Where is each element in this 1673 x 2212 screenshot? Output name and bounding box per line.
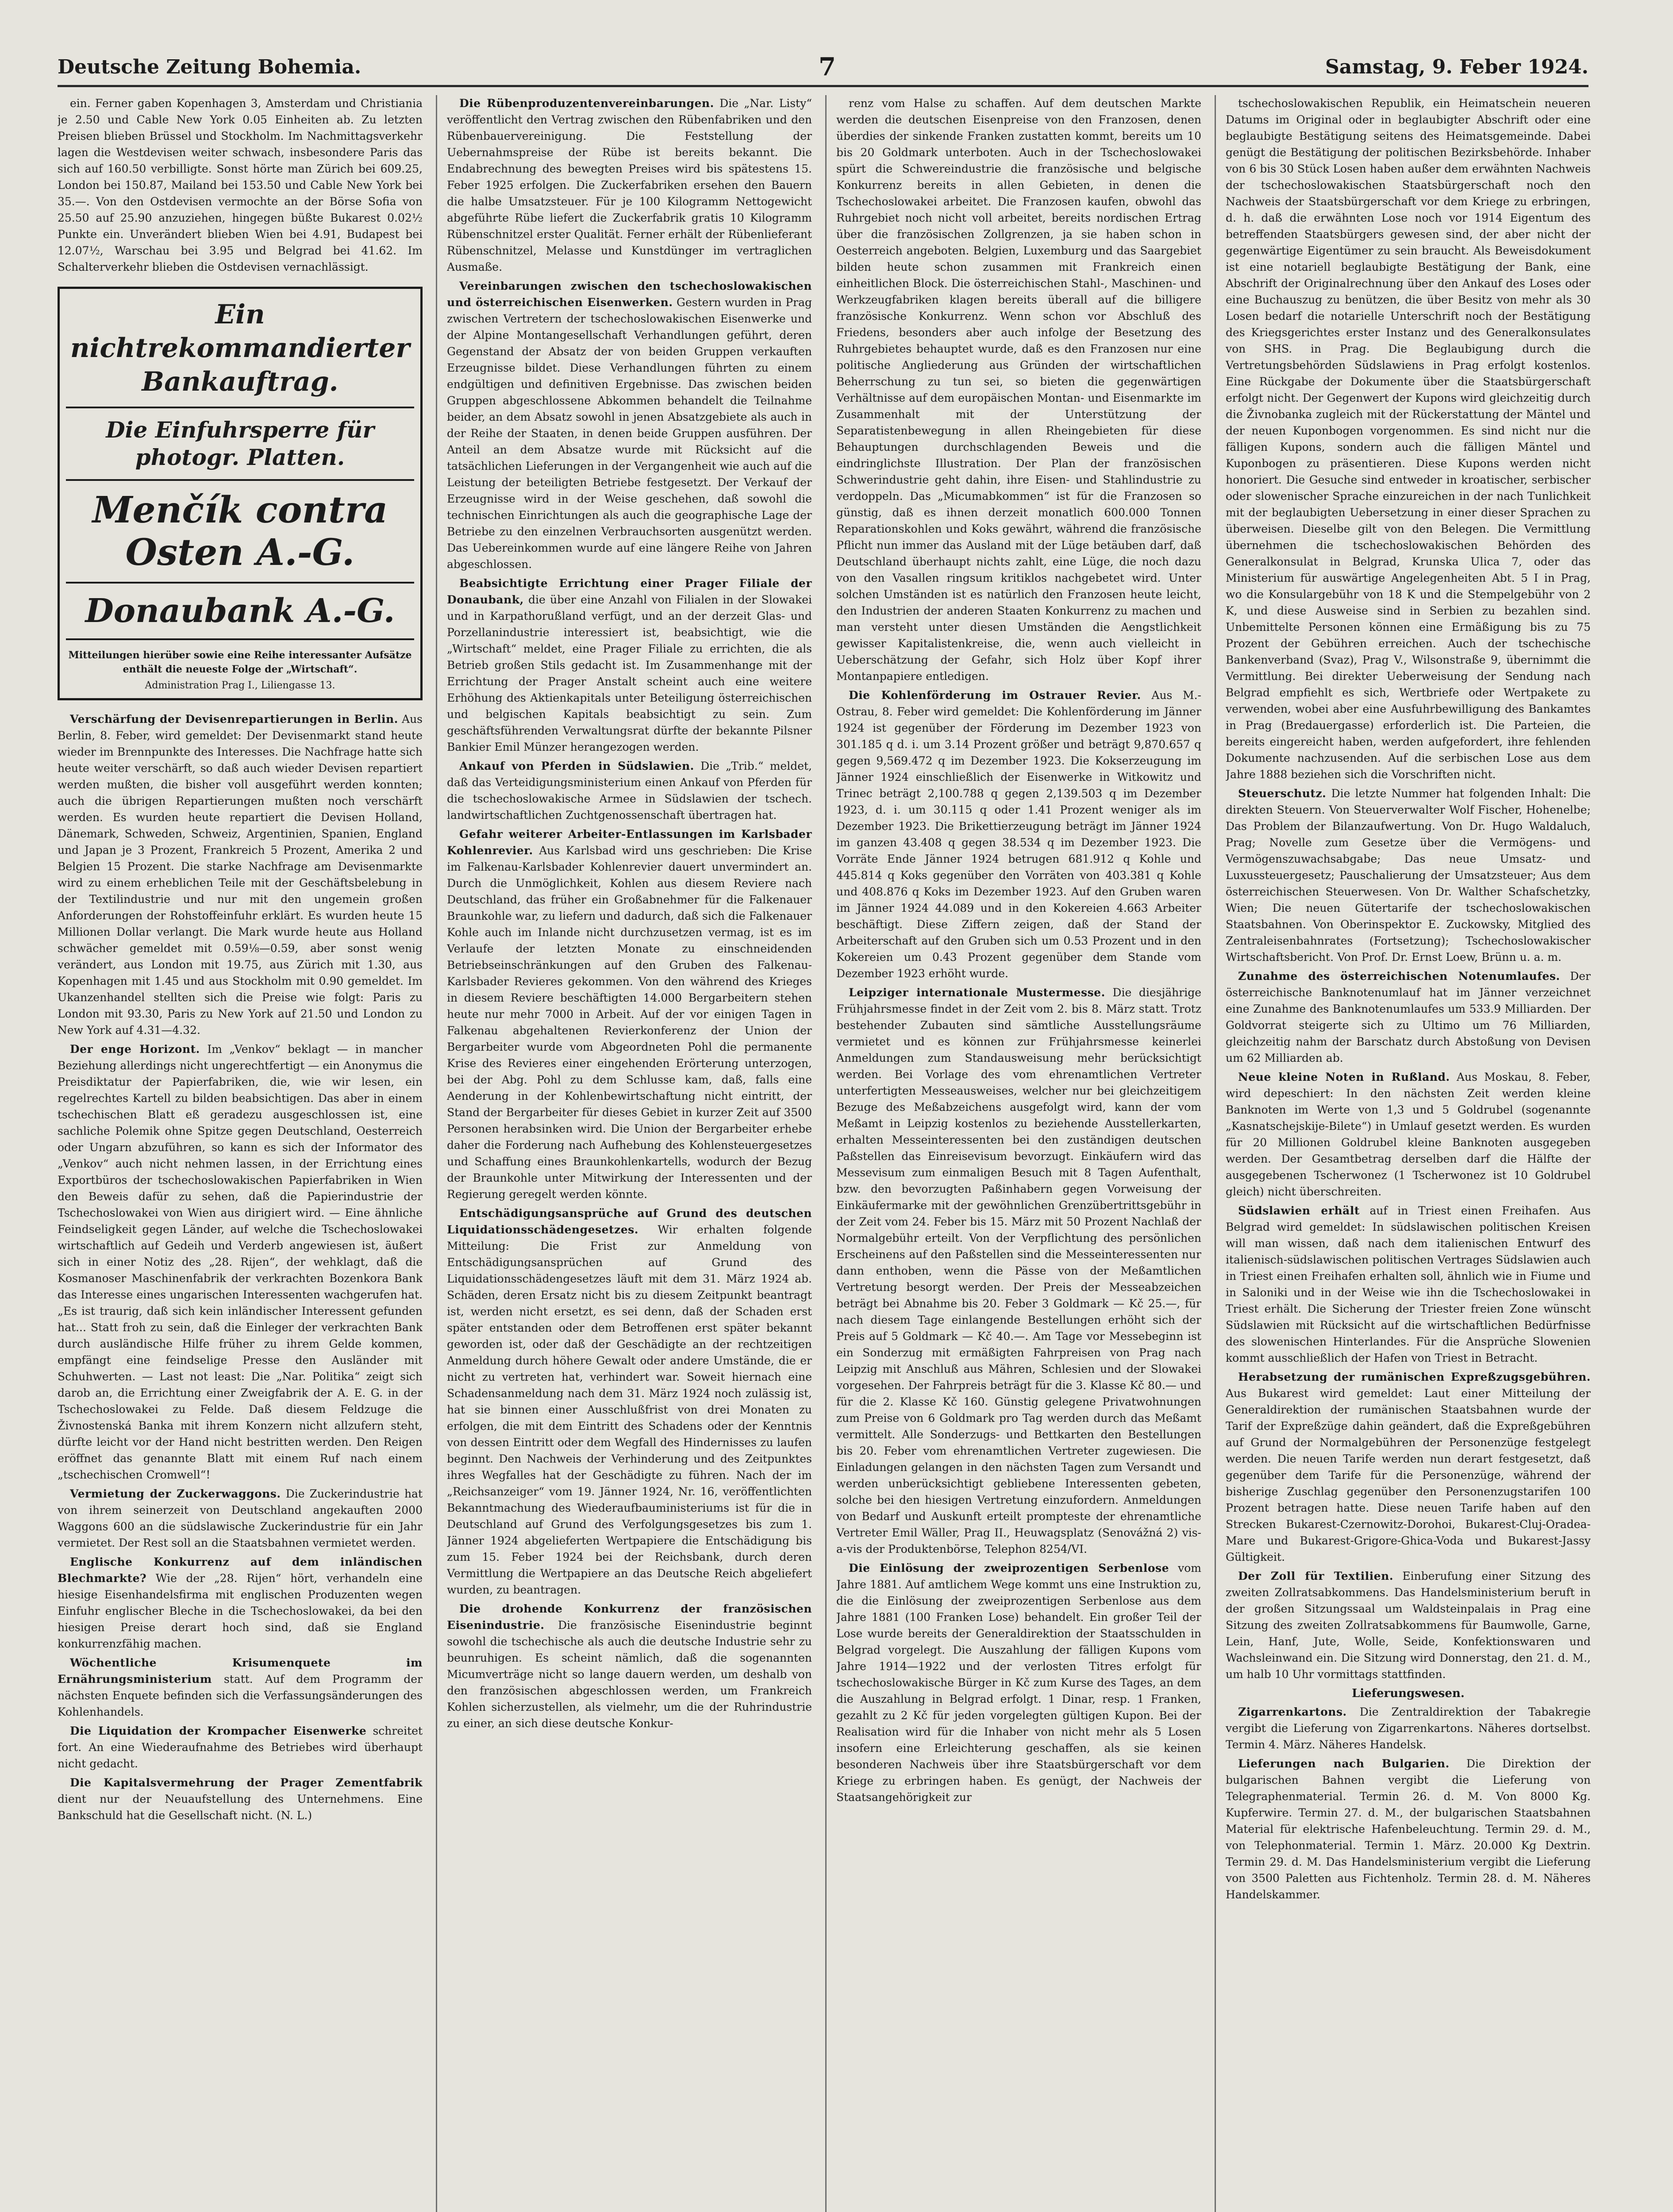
article-text: Die Direktion der bulgarischen Bahnen vergibt die Lieferung von Telegraphenmaterial. Termin 26. d. M. Von 8000 Kg. Kupferwire. Termin 27. d. M., der bulgarischen Staatsbahnen Material für elektrische Hafenbeleuchtung. Termin 29. d. M., von Telephonmaterial. Termin 1. März. 20.000 Kg Dextrin. Termin 29. d. M. Das Handelsministerium vergibt die Lieferung von 3500 Paletten aus Fichtenholz. Termin 28. d. M. Näheres Handelskammer. bbox=[1226, 1757, 1591, 1901]
article-paragraph bbox=[1226, 95, 1591, 783]
article-paragraph bbox=[836, 1560, 1201, 1805]
article-text: dient nur der Neuaufstellung des Unternehmens. Eine Bankschuld hat die Gesellschaft nicht. (N. L.) bbox=[58, 1793, 423, 1822]
article-text: Gestern wurden in Prag zwischen Vertretern der tschechoslowakischen Eisenwerke und der Alpine Montangesellschaft Verhandlungen geführt, deren Gegenstand der Absatz der von beiden Gruppen verkauften Erzeugnisse bildet. Diese Verhandlungen führten zu einem endgültigen und definitiven Ergebnisse. Das zwischen beiden Gruppen abgeschlossene Abkommen behandelt die Teilnahme beider, an dem Absatz sowohl in jenen Absatzgebiete als auch in der Reihe der Staaten, in denen beide Gruppen ausführen. Der Anteil an dem Absatze wurde mit Rücksicht auf die tatsächlichen Lieferungen in der Vergangenheit wie auch auf die Leistung der beteiligten Betriebe festgesetzt. Der Verkauf der Erzeugnisse wird in der Weise geschehen, daß sowohl die technischen Einrichtungen als auch die geographische Lage der Betriebe zu den einzelnen Verbrauchsorten ausgenützt werden. Das Uebereinkommen wurde auf eine längere Reihe von Jahren abgeschlossen. bbox=[447, 296, 812, 571]
article-headline: Englische Konkurrenz auf dem inländischen Blechmarkte? bbox=[58, 1555, 423, 1585]
ad-headline-1: Ein nichtrekommandierter Bankauftrag. bbox=[70, 299, 410, 397]
article-paragraph bbox=[836, 95, 1201, 684]
ad-headline-2: Die Einfuhrsperre für photogr. Platten. bbox=[106, 417, 374, 470]
page-number: 7 bbox=[819, 52, 836, 81]
column-divider bbox=[825, 95, 827, 2212]
article-text: schreitet fort. An eine Wiederaufnahme des Betriebes wird überhaupt nicht gedacht. bbox=[58, 1724, 423, 1770]
article-headline: Beabsichtigte Errichtung einer Prager Filiale der Donaubank, bbox=[447, 577, 812, 606]
ad-divider bbox=[66, 582, 414, 584]
article-text: Die Zuckerindustrie hat von ihrem seinerzeit von Deutschland angekauften 2000 Waggons 600 an die südslawische Zuckerindustrie für ein Jahr vermietet. Der Rest soll an die Staatsbahnen vermietet werden. bbox=[58, 1487, 423, 1549]
article-text: renz vom Halse zu schaffen. Auf dem deutschen Markte werden die deutschen Eisenpreise von den Franzosen, denen überdies der sinkende Franken zustatten kommt, bereits um 10 bis 20 Goldmark unterboten. Auch in der Tschechoslowakei spürt die Schwereindustrie die französische und belgische Konkurrenz bereits in allen Gebieten, in denen die Tschechoslowakei arbeitet. Die Franzosen kaufen, obwohl das Ruhrgebiet noch nicht voll arbeitet, bereits nordischen Ertrag über die französischen Zollgrenzen, ja sie haben schon in Oesterreich angeboten. Belgien, Luxemburg und das Saargebiet bilden heute schon zusammen mit Frankreich einen einheitlichen Block. Die österreichischen Stahl-, Maschinen- und Werkzeugfabriken klagen bereits überall auf die billigere französische Konkurrenz. Wenn schon vor Abschluß des Friedens, besonders aber auch infolge der Besetzung des Ruhrgebietes behauptet wurde, daß es den Franzosen nur eine politische Angliederung aus Gründen der wirtschaftlichen Beherrschung zu tun sei, so bieten die gegenwärtigen Verhältnisse auf dem europäischen Montan- und Eisenmarkte im Zusammenhalt mit der Unterstützung der Separatistenbewegung in allen Rheingebieten für diese Behauptungen durchschlagenden Beweis und die eindringlichste Illustration. Der Plan der französischen Schwerindustrie geht dahin, ihre Eisen- und Stahlindustrie zu verdoppeln. Das „Micumabkommen“ ist für die Franzosen so günstig, daß es ihnen derzeit monatlich 600.000 Tonnen Reparationskohlen und Koks gewährt, während die französische Pflicht nun immer das Ausland mit der Lüge betäuben darf, daß Deutschland überhaupt nichts zahlt, eine Lüge, die noch dazu von den Vasallen ringsum kritiklos nachgebetet wird. Unter solchen Umständen ist es natürlich den Franzosen heute leicht, den Industrien der anderen Staaten Konkurrenz zu machen und man versteht unter diesen Umständen die Aengstlichkeit gewisser Kapitalistenkreise, die, wenn auch vielleicht in Ueberschätzung der Gefahr, sich Holz über Kopf ihrer Montanpapiere entledigen. bbox=[836, 97, 1201, 683]
article-headline: Zigarrenkartons. bbox=[1238, 1705, 1347, 1718]
column-2 bbox=[447, 95, 812, 2212]
article-headline: Neue kleine Noten in Rußland. bbox=[1238, 1071, 1450, 1083]
article-text: Wie der „28. Rijen“ hört, verhandeln eine hiesige Eisenhandelsfirma mit englischen Produzenten wegen Einfuhr englischer Bleche in die Tschechoslowakei, da bei den hiesigen Preise derart hoch sind, daß sie England konkurrenzfähig machen. bbox=[58, 1572, 423, 1650]
article-headline: Die Einlösung der zweiprozentigen Serbenlose bbox=[849, 1562, 1169, 1575]
masthead-title: Deutsche Zeitung Bohemia. bbox=[58, 56, 362, 78]
article-paragraph bbox=[58, 1041, 423, 1483]
article-headline: Zunahme des österreichischen Notenumlaufes. bbox=[1238, 970, 1560, 983]
article-headline: Die Rübenproduzentenvereinbarungen. bbox=[459, 97, 714, 110]
article-headline: Gefahr weiterer Arbeiter-Entlassungen im Karlsbader Kohlenrevier. bbox=[447, 828, 812, 857]
article-headline: Steuerschutz. bbox=[1238, 787, 1327, 800]
article-text: Im „Venkov“ beklagt — in mancher Beziehung allerdings nicht ungerechtfertigt — ein Anonymus die Preisdiktatur der Papierfabriken, die, wie wir lesen, ein regelrechtes Kartell zu bilden beabsichtigen. Das aber in einem tschechischen Blatt eß geradezu ausgeschlossen ist, eine sachliche Polemik ohne Spitze gegen Deutschland, Oesterreich oder Ungarn abzuführen, so kann es sich der Informator des „Venkov“ auch nicht nehmen lassen, in der Errichtung eines Exportbüros der tschechoslowakischen Papierfabriken in Wien den Beweis dafür zu sehen, daß die Papierindustrie der Tschechoslowakei von Wien aus dirigiert wird. — Eine ähnliche Feindseligkeit gegen Länder, auf welche die Tschechoslowakei wirtschaftlich auf Gedeih und Verderb angewiesen ist, äußert sich in einer Notiz des „28. Rijen“, der wehklagt, daß die Kosmanoser Maschinenfabrik der verkrachten Bozenkora Bank das Interesse eines ungarischen Interessenten wachgerufen hat. „Es ist traurig, daß sich kein inländischer Interessent gefunden hat... Statt froh zu sein, daß die Einleger der verkrachten Bank durch ausländische Hilfe früher zu ihrem Gelde kommen, empfängt eine feindselige Presse den Ausländer mit Schuhwerten. — Last not least: Die „Nar. Politika“ zeigt sich darob an, die Errichtung einer Zweigfabrik der A. E. G. in der Tschechoslowakei zu Felde. Daß diesem Feldzuge die Živnostenská Banka mit ihrem Konzern nicht allzufern steht, dürfte leicht vor der Hand nicht bestritten werden. Den Reigen eröffnet das genannte Blatt mit einem Ruf nach einem „tschechischen Cromwell“! bbox=[58, 1043, 423, 1481]
article-text: vom Jahre 1881. Auf amtlichem Wege kommt uns eine Instruktion zu, die die Einlösung der zweiprozentigen Serbenlose aus dem Jahre 1881 (100 Franken Lose) behandelt. Ein großer Teil der Lose wurde bereits der Generaldirektion der Staatsschulden in Belgrad vorgelegt. Die Auszahlung der fälligen Kupons vom Jahre 1914—1922 und der verlosten Titres erfolgt für tschechoslowakische Bürger in Kč zum Kurse des Tages, an dem die Auszahlung in Belgrad erfolgt. 1 Dinar, resp. 1 Franken, gezahlt zu 2 Kč für jeden vorgelegten gültigen Kupon. Bei der Realisation wird für die Inhaber von nicht mehr als 5 Losen insofern eine Erleichterung geschaffen, als sie keinen besonderen Nachweis über ihre Staatsbürgerschaft vor dem Kriege zu erbringen haben. Es genügt, der Nachweis der Staatsangehörigkeit zur bbox=[836, 1562, 1201, 1804]
article-paragraph bbox=[447, 826, 812, 1202]
article-headline: Der enge Horizont. bbox=[70, 1043, 200, 1056]
ad-administration: Administration Prag I., Liliengasse 13. bbox=[145, 680, 335, 691]
article-paragraph bbox=[1226, 1755, 1591, 1903]
article-text: Aus Moskau, 8. Feber, wird depeschiert: In den nächsten Zeit werden kleine Banknoten im Werte von 1,3 und 5 Goldrubel (sogenannte „Kasnatschejskije-Bilete“) in Umlauf gesetzt werden. Es wurden für 20 Millionen Goldrubel kleine Banknoten ausgegeben werden. Der Gesamtbetrag derselben darf die Hälfte der ausgegebenen Tscherwonez (1 Tscherwonez ist 10 Goldrubel gleich) nicht überschreiten. bbox=[1226, 1071, 1591, 1198]
ad-headline-4: Donaubank A.-G. bbox=[85, 592, 395, 630]
column-divider bbox=[1215, 95, 1216, 2212]
article-text: Die französische Eisenindustrie beginnt sowohl die tschechische als auch die deutsche Industrie sehr zu beunruhigen. Es scheint nämlich, daß die sogenannten Micumverträge nicht so lange dauern werden, um deshalb von den französischen abgeschlossen werden, um Frankreich Kohlen sicherzustellen, als vielmehr, um die der Ruhrindustrie zu einer, an sich diese deutsche Konkur- bbox=[447, 1619, 812, 1730]
issue-date: Samstag, 9. Feber 1924. bbox=[1325, 56, 1588, 78]
article-paragraph bbox=[836, 984, 1201, 1557]
article-headline: Der Zoll für Textilien. bbox=[1238, 1570, 1394, 1582]
section-heading: Lieferungswesen. bbox=[1352, 1687, 1465, 1700]
article-paragraph bbox=[58, 1723, 423, 1772]
article-text: die über eine Anzahl von Filialen in der Slowakei und in Karpathorußland verfügt, und an der derzeit Glas- und Porzellanindustrie interessiert ist, beabsichtigt, wie die „Wirtschaft“ meldet, eine Prager Filiale zu errichten, die als Betrieb großen Stils gedacht ist. Im Zusammenhange mit der Errichtung der Prager Anstalt scheint auch eine weitere Erhöhung des Aktienkapitals unter Beteiligung österreichischen und belgischen Kapitals beabsichtigt zu sein. Zum geschäftsführenden Verwaltungsrat dürfte der bekannte Pilsner Bankier Emil Münzer herangezogen werden. bbox=[447, 593, 812, 753]
article-text: ein. Ferner gaben Kopenhagen 3, Amsterdam und Christiania je 2.50 und Cable New York 0.05 Einheiten ab. Zu letzten Preisen blieben Brüssel und Stockholm. Im Nachmittagsverkehr lagen die Westdevisen weiter schwach, insbesondere Paris das sich auf 160.50 verbilligte. Sonst hörte man Zürich bei 609.25, London bei 150.87, Mailand bei 153.50 und Cable New York bei 35.—. Von den Ostdevisen vermochte an der Börse Sofia von 25.50 auf 25.90 anzuziehen, hingegen büßte Bukarest 0.02½ Punkte ein. Unverändert blieben Wien bei 4.91, Budapest bei 12.07½, Warschau bei 3.95 und Belgrad bei 41.62. Im Schalterverkehr blieben die Ostdevisen vernachlässigt. bbox=[58, 97, 423, 273]
article-headline: Die Kapitalsvermehrung der Prager Zementfabrik bbox=[70, 1776, 423, 1789]
article-text: Aus Karlsbad wird uns geschrieben: Die Krise im Falkenau-Karlsbader Kohlenrevier dauert unvermindert an. Durch die Unmöglichkeit, Kohlen aus diesem Reviere nach Deutschland, das früher ein Großabnehmer für die Falkenauer Braunkohle war, zu liefern und dadurch, daß sich die Falkenauer Kohle auch im Inlande nicht durchzusetzen vermag, ist es im Verlaufe der letzten Monate zu einschneidenden Betriebseinschränkungen auf den Gruben des Falkenau-Karlsbader Revieres gekommen. Von den während des Krieges in diesem Reviere beschäftigten 14.000 Bergarbeitern stehen heute nur mehr 7000 in Arbeit. Auf der vor einigen Tagen in Falkenau abgehaltenen Revierkonferenz der Union der Bergarbeiter wurde vom Abgeordneten Pohl die permanente Krise des Revieres einer eingehenden Erörterung unterzogen, bei der Abg. Pohl zu dem Schlusse kam, daß, falls eine Aenderung in der Kohlenbewirtschaftung nicht eintritt, der Stand der Bergarbeiter für dieses Gebiet in kurzer Zeit auf 3500 Personen herabsinken wird. Die Union der Bergarbeiter erhebe daher die Forderung nach Aufhebung des Kohlensteuergesetzes und Schaffung eines Braunkohlenkartells, wodurch der Bezug der Braunkohle unter Mitwirkung der Interessenten und der Regierung geregelt werden könnte. bbox=[447, 844, 812, 1201]
article-paragraph bbox=[447, 278, 812, 572]
column-1 bbox=[58, 95, 423, 2212]
article-paragraph bbox=[1226, 1704, 1591, 1753]
article-text: Der österreichische Banknotenumlauf hat im Jänner verzeichnet eine Zunahme des Banknotenumlaufes um 533.9 Milliarden. Der Goldvorrat steigerte sich zu Ultimo um 76 Milliarden, gleichzeitig nahm der Barschatz durch Abstoßung von Devisen um 62 Milliarden ab. bbox=[1226, 970, 1591, 1064]
article-headline: Verschärfung der Devisenrepartierungen in Berlin. bbox=[70, 713, 398, 726]
article-text: Die letzte Nummer hat folgenden Inhalt: Die direkten Steuern. Von Steuerverwalter Wolf Fischer, Hohenelbe; Das Problem der Bilanzaufwertung. Von Dr. Hugo Waldaluch, Prag; Novelle zum Gesetze über die Vermögens- und Vermögenszuwachsabgabe; Das neue Umsatz- und Luxussteuergesetz; Pauschalierung der Umsatzsteuer; Aus dem österreichischen Steuerwesen. Von Dr. Walther Schafschetzky, Wien; Die neuen Gütertarife der tschechoslowakischen Staatsbahnen. Von Oberinspektor E. Zuckowsky, Mitglied des Zentraleisenbahnrates (Fortsetzung); Tschechoslowakischer Wirtschaftsbericht. Von Prof. Dr. Ernst Loew, Brünn u. a. m. bbox=[1226, 787, 1591, 964]
ad-divider bbox=[66, 479, 414, 481]
article-text: Die „Trib.“ meldet, daß das Verteidigungsministerium einen Ankauf von Pferden für die tschechoslowakische Armee in Südslawien der tschech. landwirtschaftlichen Zuchtgenossenschaft übertragen hat. bbox=[447, 760, 812, 822]
article-headline: Herabsetzung der rumänischen Expreßzugsgebühren. bbox=[1238, 1371, 1591, 1383]
column-4 bbox=[1226, 95, 1591, 2212]
article-text: Aus Bukarest wird gemeldet: Laut einer Mitteilung der Generaldirektion der rumänischen Staatsbahnen wurde der Tarif der Expreßzüge dahin geändert, daß die Expreßgebühren auf Grund der Normalgebühren der Personenzüge festgelegt werden. Die neuen Tarife werden nun derart festgesetzt, daß gegenüber dem Tarife für die Personenzüge, während der bisherige Zuschlag gegenüber den Personenzugstarifen 100 Prozent betragen hatte. Diese neuen Tarife haben auf den Strecken Bukarest-Czernowitz-Dorohoi, Bukarest-Cluj-Oradea-Mare und Bukarest-Grigore-Ghica-Voda und Bukarest-Jassy Gültigkeit. bbox=[1226, 1387, 1591, 1563]
article-paragraph bbox=[58, 1486, 423, 1551]
article-paragraph bbox=[1226, 968, 1591, 1066]
column-divider bbox=[436, 95, 437, 2212]
article-paragraph bbox=[58, 95, 423, 275]
article-headline: Lieferungen nach Bulgarien. bbox=[1238, 1757, 1450, 1770]
article-headline: Entschädigungsansprüche auf Grund des deutschen Liquidationsschädengesetzes. bbox=[447, 1207, 812, 1236]
article-text: tschechoslowakischen Republik, ein Heimatschein neueren Datums im Original oder in beglaubigter Abschrift oder eine beglaubigte Bestätigung seitens des Heimatsgemeinde. Dabei genügt die Bestätigung der politischen Bezirksbehörde. Inhaber von 6 bis 30 Stück Losen haben außer dem erwähnten Nachweis der tschechoslowakischen Staatsbürgerschaft noch den Nachweis der Staatsbürgerschaft vor dem Kriege zu erbringen, d. h. daß die erwähnten Lose noch vor 1914 Eigentum des betreffenden Staatsbürgers gewesen sind, der aber nicht der gegenwärtige Eigentümer zu sein braucht. Als Beweisdokument ist eine notariell beglaubigte Bestätigung der Bank, eine Abschrift der Originalrechnung über den Ankauf des Loses oder eine Buchauszug zu benützen, die über Besitz von mehr als 30 Losen bedarf die notarielle Unterschrift noch der Bestätigung des Kriegsgerichtes erster Instanz und des Generalkonsulates von SHS. in Prag. Die Beglaubigung durch die Vertretungsbehörden Südslawiens in Prag erfolgt kostenlos. Eine Rückgabe der Dokumente über die Staatsbürgerschaft erfolgt nicht. Der Gegenwert der Kupons wird gleichzeitig durch die Živnobanka zugleich mit der Rückerstattung der Mäntel und der neuen Kuponbogen vorgenommen. Es sind nicht nur die fälligen Kupons, sondern auch die fälligen Mäntel und Kuponbogen zu präsentieren. Diese Kupons werden nicht honoriert. Die Gesuche sind entweder in kroatischer, serbischer oder slowenischer Sprache einzureichen in der nach Tunlichkeit mit der beglaubigten Uebersetzung in einer dieser Sprachen zu überweisen. Dieselbe gilt von den Belegen. Die Vermittlung übernehmen die tschechoslowakischen Behörden des Generalkonsulat in Belgrad, Krunska Ulica 7, oder das Ministerium für auswärtige Angelegenheiten Abt. 5 I in Prag, wo die Konsulargebühr von 18 K und die Stempelgebühr von 2 K, und diese Ausweise sind in Serbien zu bezahlen sind. Unbemittelte Personen können eine Ermäßigung bis zu 75 Prozent der Gebühren erreichen. Auch der tschechische Bankenverband (Svaz), Prag V., Wilsonstraße 9, übernimmt die Vermittlung. Bei direkter Ueberweisung der Sendung nach Belgrad empfiehlt es sich, Wertbriefe oder Wertpakete zu verwenden, wobei aber eine Ausfuhrbewilligung des Bankamtes in Prag (Bredauergasse) erforderlich ist. Die Parteien, die bereits eingereicht haben, werden aufgefordert, ihre fehlenden Dokumente nachzusenden. Auf die serbischen Lose aus dem Jahre 1888 beziehen sich die Vorschriften nicht. bbox=[1226, 97, 1591, 781]
article-text: Wir erhalten folgende Mitteilung: Die Frist zur Anmeldung von Entschädigungsansprüchen auf Grund des Liquidationsschädengesetzes läuft mit dem 31. März 1924 ab. Schäden, deren Ersatz nicht bis zu diesem Zeitpunkt beantragt ist, werden nicht ersetzt, es sei denn, daß der Schaden erst später entstanden oder dem Betroffenen erst später bekannt geworden ist, oder daß der Geschädigte an der rechtzeitigen Anmeldung durch höhere Gewalt oder andere Umstände, die er nicht zu vertreten hat, verhindert war. Soweit hiernach eine Schadensanmeldung nach dem 31. März 1924 noch zulässig ist, hat sie binnen einer Ausschlußfrist von drei Monaten zu erfolgen, die mit dem Eintritt des Schadens oder der Kenntnis von dessen Eintritt oder dem Wegfall des Hindernisses zu laufen beginnt. Den Nachweis der Verhinderung und des Zeitpunktes ihres Wegfalles hat der Geschädigte zu führen. Nach der im „Reichsanzeiger“ vom 19. Jänner 1924, Nr. 16, veröffentlichten Bekanntmachung des Wiederaufbauministeriums ist für die in Deutschland auf Grund des Verfolgungsgesetzes bis zum 1. Jänner 1924 abgelieferten Wertpapiere die Entschädigung bis zum 15. Feber 1924 bei der Reichsbank, durch deren Vermittlung die Wertpapiere an das Deutsche Reich abgeliefert wurden, zu beantragen. bbox=[447, 1223, 812, 1596]
article-text: Die diesjährige Frühjahrsmesse findet in der Zeit vom 2. bis 8. März statt. Trotz bestehender Zubauten sind sämtliche Ausstellungsräume vermietet und es können zur Frühjahrsmesse keinerlei Anmeldungen zum Standausweisung mehr berücksichtigt werden. Bei Vorlage des vom ehrenamtlichen Vertreter unterfertigten Messeausweises, welcher nur bei gleichzeitigem Bezuge des Meßabzeichens ausgefolgt wird, kann der vom Meßamt in Leipzig kostenlos zu beziehende Ausstellerkarten, erhalten Messeinteressenten bei den zuständigen deutschen Paßstellen das Einreisevisum bevorzugt. Einkäufern wird das Messevisum zum einmaligen Besuch mit 8 Tagen Aufenthalt, bzw. den bevorzugten Paßinhabern gegen Vorweisung der Einkäufermarke mit der gewöhnlichen Grenzübertrittsgebühr in der Zeit vom 24. Feber bis 15. März mit 50 Prozent Nachlaß der Normalgebühr erteilt. Von der Verpflichtung des persönlichen Erscheinens auf den Paßstellen sind die Messeinteressenten nur dann enthoben, wenn die Pässe von der Meßamtlichen Vertretung besorgt werden. Der Preis der Messeabzeichen beträgt bei Abnahme bis 20. Feber 3 Goldmark — Kč 25.—, für nach diesem Tage einlangende Bestellungen erhöht sich der Preis auf 5 Goldmark — Kč 40.—. Am Tage vor Messebeginn ist ein Sonderzug mit ermäßigten Fahrpreisen von Prag nach Leipzig mit Anschluß aus Mähren, Schlesien und der Slowakei vorgesehen. Der Fahrpreis beträgt für die 3. Klasse Kč 80.— und für die 2. Klasse Kč 160. Günstig gelegene Privatwohnungen zum Preise von 6 Goldmark pro Tag werden durch das Meßamt vermittelt. Alle Sonderzugs- und Bettkarten den Bestellungen bis 20. Feber vom ehrenamtlichen Vertreter zugewiesen. Die Einladungen gelangen in den nächsten Tagen zum Versandt und werden unberücksichtigt gebliebene Interessenten gebeten, solche bei den hiesigen Vertretung einzufordern. Anmeldungen von Bedarf und Auskunft erteilt prompteste der ehrenamtliche Vertreter Emil Wäller, Prag II., Heuwagsplatz (Senovážná 2) vis-a-vis der Produktenbörse, Telephon 8254/VI. bbox=[836, 986, 1201, 1555]
article-headline: Die Liquidation der Krompacher Eisenwerke bbox=[70, 1724, 367, 1737]
article-headline: Die Kohlenförderung im Ostrauer Revier. bbox=[849, 689, 1141, 702]
advertisement-box bbox=[58, 287, 423, 700]
article-text: Die Zentraldirektion der Tabakregie vergibt die Lieferung von Zigarrenkartons. Näheres dortselbst. Termin 4. März. Näheres Handelsk. bbox=[1226, 1705, 1591, 1751]
article-headline: Wöchentliche Krisumenquete im Ernährungsministerium bbox=[58, 1656, 423, 1686]
article-paragraph bbox=[447, 758, 812, 823]
article-headline: Leipziger internationale Mustermesse. bbox=[849, 986, 1105, 999]
ad-divider bbox=[66, 638, 414, 640]
article-paragraph bbox=[1226, 785, 1591, 965]
article-text: Aus M.-Ostrau, 8. Feber wird gemeldet: Die Kohlenförderung im Jänner 1924 ist gegenüber der Förderung im Dezember 1923 von 301.185 q d. i. um 3.14 Prozent größer und beträgt 9,870.657 q gegen 9,569.472 q im Dezember 1923. Die Kokserzeugung im Jänner 1924 einschließlich der Eisenwerke in Witkowitz und Trinec beträgt 2,100.788 q gegen 2,139.503 q im Dezember 1923, d. i. um 30.115 q oder 1.41 Prozent weniger als im Dezember 1923. Die Brikettierzeugung beträgt im Jänner 1924 im ganzen 43.408 q gegen 38.534 q im Dezember 1923. Die Vorräte Ende Jänner 1924 betrugen 681.912 q Kohle und 445.814 q Koks gegenüber den Vorräten von 403.381 q Kohle und 408.876 q Koks im Dezember 1923. Auf den Gruben waren im Jänner 1924 44.089 und in den Kokereien 4.663 Arbeiter beschäftigt. Diese Ziffern zeigen, daß der Stand der Arbeiterschaft auf den Gruben sich um 0.53 Prozent und in den Kokereien um 0.43 Prozent gegenüber dem Stande vom Dezember 1923 erhöht wurde. bbox=[836, 689, 1201, 980]
article-paragraph bbox=[447, 1601, 812, 1732]
article-paragraph bbox=[1226, 1069, 1591, 1200]
article-paragraph bbox=[447, 95, 812, 275]
ad-headline-3: Menčík contra Osten A.-G. bbox=[92, 489, 388, 574]
article-paragraph bbox=[1226, 1202, 1591, 1366]
article-paragraph bbox=[58, 1554, 423, 1652]
article-paragraph bbox=[58, 711, 423, 1038]
article-headline: Ankauf von Pferden in Südslawien. bbox=[459, 760, 694, 772]
article-paragraph bbox=[58, 1655, 423, 1720]
article-text: auf in Triest einen Freihafen. Aus Belgrad wird gemeldet: In südslawischen politischen Kreisen will man wissen, daß nach dem italienischen Entwurf des italienisch-südslawischen politischen Vertrages Südslawien auch in Triest einen Freihafen erhalten soll, ähnlich wie in Fiume und in Saloniki und in der Weise wie ihn die Tschechoslowakei in Triest erhält. Die Sicherung der Triester freien Zone wünscht Südslawien mit Rücksicht auf die wirtschaftlichen Bedürfnisse des slowenischen Hinterlandes. Für die Ansprüche Slowenien kommt ausschließlich der Hafen von Triest in Betracht. bbox=[1226, 1204, 1591, 1364]
page-header bbox=[58, 52, 1588, 83]
article-headline: Vermietung der Zuckerwaggons. bbox=[70, 1487, 281, 1500]
article-headline: Südslawien erhält bbox=[1238, 1204, 1360, 1217]
article-paragraph bbox=[447, 575, 812, 755]
article-headline: Vereinbarungen zwischen den tschechoslowakischen und österreichischen Eisenwerken. bbox=[447, 280, 812, 309]
ad-divider bbox=[66, 407, 414, 408]
header-rule bbox=[58, 85, 1588, 87]
article-text: statt. Auf dem Programm der nächsten Enquete befinden sich die Verfassungsänderungen des Kohlenhandels. bbox=[58, 1673, 423, 1718]
article-paragraph bbox=[58, 1774, 423, 1824]
article-paragraph bbox=[447, 1205, 812, 1598]
article-paragraph bbox=[836, 687, 1201, 982]
article-text: Die „Nar. Listy“ veröffentlicht den Vertrag zwischen den Rübenfabriken und den Rübenbauervereinigung. Die Feststellung der Uebernahmspreise der Rübe ist bereits bekannt. Die Endabrechnung des bewegten Preises wird bis spätestens 15. Feber 1925 erfolgen. Die Zuckerfabriken ersehen den Bauern die halbe Umsatzsteuer. Für je 100 Kilogramm Nettogewicht abgeführte Rübe liefert die Zuckerfabrik gratis 10 Kilogramm Rübenschnitzel erster Qualität. Ferner erhält der Rübenlieferant Rübenschnitzel, Melasse und Kunstdünger im vertraglichen Ausmaße. bbox=[447, 97, 812, 273]
article-text: Einberufung einer Sitzung des zweiten Zollratsabkommens. Das Handelsministerium beruft in der großen Sitzungssaal um Waldsteinpalais in Prag eine Sitzung des zweiten Zollratsabkommens für Baumwolle, Garne, Lein, Hanf, Jute, Wolle, Seide, Konfektionswaren und Wachsleinwand ein. Die Sitzung wird Donnerstag, den 21. d. M., um halb 10 Uhr vormittags stattfinden. bbox=[1226, 1570, 1591, 1681]
article-headline: Die drohende Konkurrenz der französischen Eisenindustrie. bbox=[447, 1602, 812, 1632]
article-text: Aus Berlin, 8. Feber, wird gemeldet: Der Devisenmarkt stand heute wieder im Brennpunkte des Interesses. Die Nachfrage hatte sich heute weiter verschärft, so daß auch wieder Devisen repartiert werden mußten, die bisher voll ausgeführt werden konnten; auch die übrigen Repartierungen mußten noch verschärft werden. Es wurden heute repartiert die Devisen Holland, Dänemark, Schweden, Schweiz, Argentinien, Spanien, England und Japan je 3 Prozent, Frankreich 5 Prozent, Amerika 2 und Belgien 15 Prozent. Die starke Nachfrage am Devisenmarkte wird zu einem erheblichen Teile mit der Geschäftsbelebung in der Textilindustrie und nur mit den ungemein großen Anforderungen der Rohstoffeinfuhr erklärt. Es wurden heute 15 Millionen Dollar verlangt. Die Mark wurde heute aus Holland schwächer gemeldet mit 0.59⅛—0.59, aber sonst wenig verändert, aus London mit 19.75, aus Zürich mit 1.30, aus Kopenhagen mit 1.45 und aus Stockholm mit 0.90 gemeldet. Im Ukanzenhandel stellten sich die Preise wie folgt: Paris zu London mit 93.30, Paris zu New York auf 21.50 und London zu New York auf 4.31—4.32. bbox=[58, 713, 423, 1037]
ad-description: Mitteilungen hierüber sowie eine Reihe interessanter Aufsätze enthält die neueste Folge der „Wirtschaft“. bbox=[68, 649, 412, 675]
article-paragraph bbox=[1226, 1568, 1591, 1682]
article-paragraph bbox=[1226, 1369, 1591, 1565]
column-3 bbox=[836, 95, 1201, 2212]
